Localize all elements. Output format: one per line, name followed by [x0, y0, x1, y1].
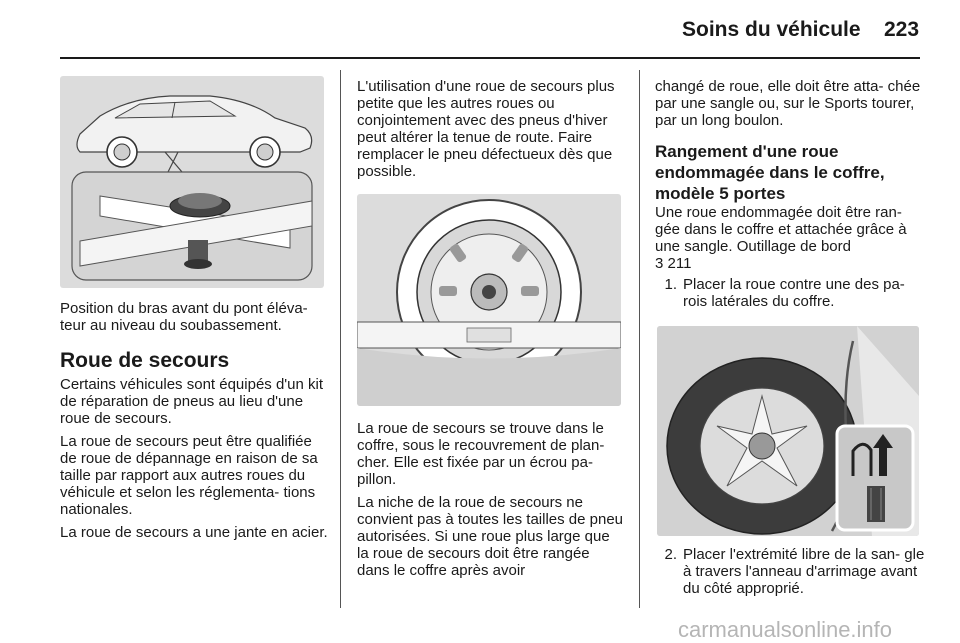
page-header-title: Soins du véhicule [682, 18, 861, 41]
column-middle-lower [357, 420, 625, 585]
lift-point-illustration [60, 76, 324, 288]
paragraph: La niche de la roue de secours ne convient pas à toutes les tailles de pneu autorisées. Si une roue plus large que la roue de secours doit être rangée dans le coffre après avoir [357, 494, 624, 579]
reference-arrow-icon: 3 [655, 255, 664, 272]
instruction-list [655, 546, 925, 597]
page-reference [655, 255, 925, 272]
paragraph: Une roue endommagée doit être ran- gée dans le coffre et attachée grâce à une sangle. Outillage de bord [655, 204, 907, 255]
column-right-lower [655, 546, 925, 597]
column-divider [639, 70, 640, 608]
watermark: carmanualsonline.info [678, 617, 893, 642]
paragraph: La roue de secours se trouve dans le coffre, sous le recouvrement de plan- cher. Elle est fixée par un écrou pa- pillon. [357, 420, 605, 488]
page-number: 223 [884, 18, 920, 41]
step-text: Placer l'extrémité libre de la san- gle à travers l'anneau d'arrimage avant du côté approprié. [683, 546, 925, 597]
paragraph: La roue de secours peut être qualifiée de roue de dépannage en raison de sa taille par rapport aux autres roues du véhicule et selon les réglementa- tions nationales. [60, 433, 318, 518]
column-divider [340, 70, 341, 608]
paragraph: changé de roue, elle doit être atta- chée par une sangle ou, sur le Sports tourer, par un long boulon. [655, 78, 921, 129]
column-left [60, 300, 332, 547]
list-item [655, 276, 925, 310]
paragraph: L'utilisation d'une roue de secours plus petite que les autres roues ou conjointement avec des pneus d'hiver peut altérer la tenue de route. Faire remplacer le pneu défectueux dès que possible. [357, 78, 615, 180]
wheel-strap-illustration [657, 326, 919, 536]
step-number: 1. [664, 276, 677, 293]
spare-wheel-illustration [357, 194, 621, 406]
figure-caption: Position du bras avant du pont éléva- teur au niveau du soubassement. [60, 300, 308, 334]
wheel-strap-drawing [657, 326, 919, 536]
step-text: Placer la roue contre une des pa- rois latérales du coffre. [683, 276, 905, 310]
column-middle [357, 78, 625, 186]
spare-wheel-drawing [357, 194, 621, 406]
car-lift-drawing [60, 76, 324, 288]
section-heading-spare-wheel: Roue de secours [60, 349, 230, 372]
step-number: 2. [664, 546, 677, 563]
paragraph: Certains véhicules sont équipés d'un kit de réparation de pneus au lieu d'une roue de secours. [60, 376, 324, 427]
column-right [655, 78, 925, 310]
paragraph: La roue de secours a une jante en acier. [60, 524, 328, 541]
instruction-list [655, 276, 925, 310]
reference-page-link[interactable]: 211 [667, 255, 692, 272]
list-item [655, 546, 925, 597]
header-divider [60, 57, 920, 59]
section-heading-damaged-wheel: Rangement d'une roue endommagée dans le coffre, modèle 5 portes [655, 142, 885, 203]
